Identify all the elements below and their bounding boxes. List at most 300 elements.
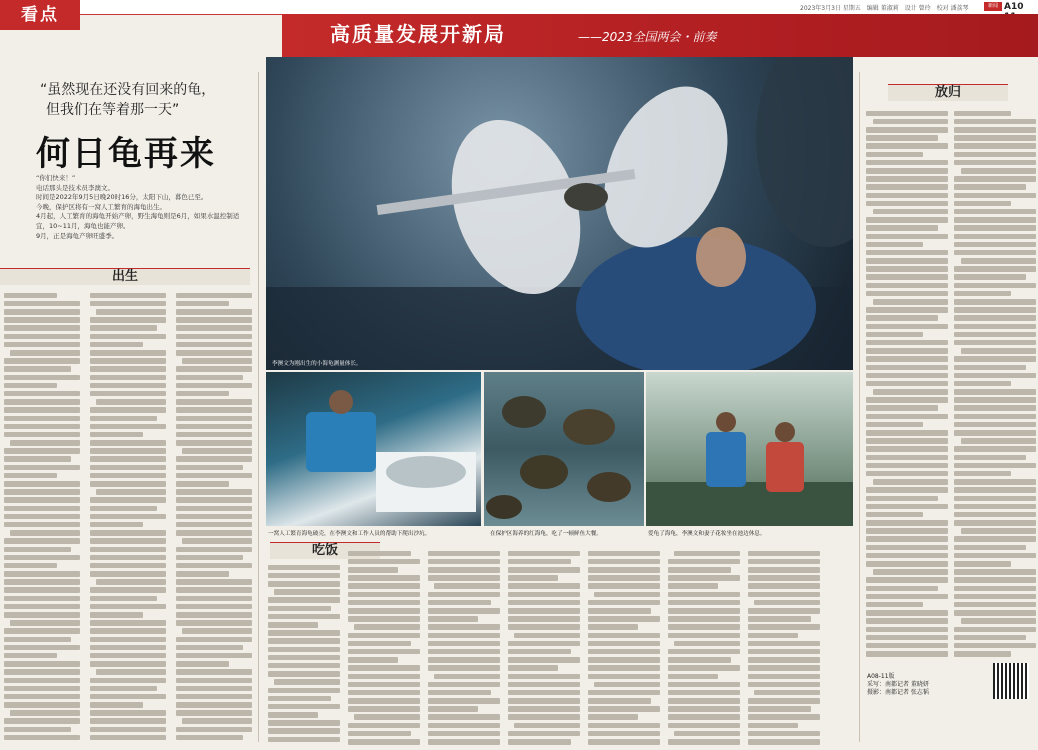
text-line: [176, 579, 252, 585]
text-line: [674, 551, 740, 557]
text-line: [866, 283, 948, 289]
text-line: [268, 712, 318, 718]
text-line: [866, 635, 948, 641]
text-line: [954, 635, 1026, 641]
text-line: [668, 739, 740, 745]
text-line: [873, 119, 948, 125]
text-line: [4, 579, 80, 585]
text-line: [428, 690, 491, 696]
text-line: [508, 559, 571, 565]
text-line: [348, 690, 420, 696]
text-line: [434, 583, 500, 589]
text-line: [268, 581, 340, 587]
photo-illustration: [266, 57, 853, 370]
text-line: [668, 714, 740, 720]
text-line: [954, 160, 1036, 166]
text-line: [674, 641, 740, 647]
byline-slug: [867, 673, 929, 697]
text-line: [4, 678, 80, 684]
text-line: [668, 583, 718, 589]
text-line: [866, 643, 948, 649]
text-line: [4, 391, 80, 397]
text-line: [268, 696, 331, 702]
text-line: [90, 645, 166, 651]
qr-code[interactable]: [993, 663, 1029, 699]
text-line: [428, 633, 500, 639]
text-line: [588, 690, 660, 696]
text-line: [90, 718, 166, 724]
text-line: [748, 633, 798, 639]
text-line: [176, 547, 252, 553]
text-line: [668, 624, 740, 630]
text-line: [866, 356, 948, 362]
text-line: [96, 489, 166, 495]
intro-text: [36, 174, 251, 241]
pull-quote: [40, 80, 250, 120]
text-line: [668, 567, 731, 573]
text-line: [176, 317, 252, 323]
text-line: [428, 551, 500, 557]
text-line: [428, 616, 478, 622]
text-line: [866, 618, 948, 624]
text-line: [90, 710, 166, 716]
text-line: [508, 706, 580, 712]
banner-subtitle: ——2023全国两会・前奏: [578, 30, 717, 44]
photo-measuring-hatchling: [266, 57, 853, 370]
text-line: [866, 332, 923, 338]
text-line: [954, 586, 1036, 592]
text-line: [348, 592, 420, 598]
text-line: [176, 555, 243, 561]
text-line: [508, 731, 580, 737]
text-line: [866, 258, 948, 264]
text-line: [748, 583, 820, 589]
text-line: [4, 645, 80, 651]
text-line: [176, 522, 252, 528]
text-line: [90, 530, 166, 536]
text-line: [176, 416, 252, 422]
pull-quote-line-1: “虽然现在还没有回来的龟，: [40, 82, 216, 98]
text-line: [176, 375, 243, 381]
text-line: [866, 553, 948, 559]
text-line: [954, 520, 1036, 526]
text-line: [268, 630, 340, 636]
text-line: [428, 706, 478, 712]
text-line: [96, 399, 166, 405]
text-line: [348, 551, 411, 557]
text-line: [428, 592, 500, 598]
text-line: [668, 665, 740, 671]
text-line: [4, 637, 71, 643]
text-line: [4, 366, 71, 372]
column-rule: [859, 72, 860, 742]
text-line: [176, 407, 252, 413]
text-line: [4, 727, 71, 733]
text-line: [90, 407, 166, 413]
text-line: [954, 340, 1036, 346]
text-line: [4, 481, 80, 487]
text-line: [4, 563, 57, 569]
text-line: [866, 651, 948, 657]
text-line: [954, 283, 1036, 289]
text-line: [954, 234, 1036, 240]
text-line: [4, 399, 80, 405]
body-text-column: [4, 290, 80, 745]
text-line: [866, 545, 948, 551]
text-line: [4, 432, 80, 438]
text-line: [954, 250, 1036, 256]
text-line: [348, 608, 420, 614]
text-line: [4, 522, 80, 528]
text-line: [348, 739, 420, 745]
text-line: [954, 545, 1026, 551]
text-line: [90, 440, 166, 446]
section-header-birth: [0, 268, 250, 285]
text-line: [954, 561, 1011, 567]
text-line: [954, 209, 1036, 215]
text-line: [10, 620, 80, 626]
text-line: [508, 674, 580, 680]
text-line: [866, 340, 948, 346]
text-line: [90, 301, 166, 307]
text-line: [866, 225, 938, 231]
text-line: [668, 649, 740, 655]
text-line: [434, 674, 500, 680]
issue-meta: 2023年3月3日 星期五 编辑 董淑莉 设计 曾玲 校对 潘荔琴: [800, 5, 969, 12]
text-line: [4, 686, 80, 692]
text-line: [866, 135, 938, 141]
text-line: [748, 616, 811, 622]
text-line: [514, 723, 580, 729]
text-line: [873, 479, 948, 485]
text-line: [954, 479, 1036, 485]
intro-line: 时间是2022年9月5日晚20时16分，太阳下山，暮色已至。: [36, 193, 208, 202]
text-line: [4, 383, 57, 389]
text-line: [508, 624, 580, 630]
text-line: [268, 622, 318, 628]
text-line: [176, 596, 252, 602]
text-line: [90, 432, 143, 438]
text-line: [90, 522, 143, 528]
text-line: [866, 455, 948, 461]
text-line: [748, 682, 820, 688]
text-line: [348, 559, 420, 565]
text-line: [176, 391, 229, 397]
text-line: [354, 714, 420, 720]
text-line: [4, 506, 80, 512]
text-line: [348, 567, 398, 573]
text-line: [668, 616, 740, 622]
text-line: [866, 373, 948, 379]
text-line: [866, 561, 948, 567]
text-line: [954, 389, 1036, 395]
page-badge: 新闻: [984, 2, 1002, 11]
text-line: [268, 688, 340, 694]
caption-main: 李澳文为刚出生的小海龟测量体长。: [272, 361, 362, 367]
text-line: [748, 731, 820, 737]
text-line: [90, 358, 166, 364]
section-title-birth: 出生: [111, 269, 138, 284]
text-line: [508, 714, 580, 720]
text-line: [866, 487, 948, 493]
text-line: [954, 602, 1036, 608]
text-line: [348, 723, 420, 729]
text-line: [668, 682, 740, 688]
text-line: [748, 739, 820, 745]
text-line: [866, 160, 948, 166]
text-line: [176, 473, 252, 479]
text-line: [4, 628, 80, 634]
text-line: [90, 325, 157, 331]
text-line: [588, 575, 660, 581]
text-line: [866, 446, 948, 452]
text-line: [954, 504, 1036, 510]
text-line: [268, 606, 331, 612]
text-line: [176, 710, 252, 716]
text-line: [508, 665, 558, 671]
text-line: [176, 293, 252, 299]
text-line: [588, 641, 660, 647]
text-line: [428, 624, 500, 630]
section-title-release: 放归: [934, 85, 961, 100]
text-line: [954, 651, 1011, 657]
text-line: [4, 555, 80, 561]
body-text-column: [508, 548, 580, 745]
text-line: [748, 657, 820, 663]
text-line: [90, 694, 166, 700]
text-line: [176, 612, 252, 618]
text-line: [588, 551, 660, 557]
text-line: [428, 714, 500, 720]
text-line: [176, 661, 229, 667]
text-line: [668, 559, 740, 565]
text-line: [668, 723, 740, 729]
photo-illustration: [484, 372, 644, 526]
text-line: [954, 332, 1036, 338]
text-line: [348, 706, 420, 712]
text-line: [866, 184, 948, 190]
text-line: [176, 301, 229, 307]
text-line: [90, 637, 166, 643]
text-line: [4, 325, 80, 331]
text-line: [428, 665, 500, 671]
text-line: [4, 489, 80, 495]
text-line: [182, 448, 252, 454]
intro-line: 4月起，人工繁育的海龟开始产卵，野生海龟则是6月，如果水温控制适宜，10~11月，海龟也能产卵。: [36, 212, 240, 230]
text-line: [176, 350, 252, 356]
text-line: [954, 471, 1011, 477]
text-line: [90, 375, 166, 381]
text-line: [588, 616, 660, 622]
text-line: [866, 536, 948, 542]
text-line: [514, 633, 580, 639]
text-line: [748, 592, 820, 598]
text-line: [954, 373, 1036, 379]
text-line: [182, 538, 252, 544]
text-line: [428, 641, 500, 647]
text-line: [866, 291, 948, 297]
text-line: [274, 589, 340, 595]
text-line: [866, 610, 948, 616]
text-line: [90, 506, 157, 512]
text-line: [866, 307, 948, 313]
text-line: [90, 538, 166, 544]
text-line: [90, 587, 166, 593]
text-line: [348, 682, 420, 688]
text-line: [182, 358, 252, 364]
text-line: [748, 624, 820, 630]
body-text-column: [668, 548, 740, 745]
text-line: [954, 291, 1011, 297]
text-line: [4, 465, 80, 471]
text-line: [866, 471, 948, 477]
text-line: [176, 702, 252, 708]
intro-line: “你们快来！”: [36, 174, 76, 182]
text-line: [668, 592, 740, 598]
text-line: [90, 563, 166, 569]
text-line: [954, 324, 1036, 330]
text-line: [954, 315, 1036, 321]
text-line: [4, 334, 80, 340]
body-text-column: [954, 108, 1036, 663]
text-line: [4, 293, 57, 299]
text-line: [428, 608, 500, 614]
text-line: [4, 473, 57, 479]
body-text-column: [90, 290, 166, 745]
text-line: [954, 414, 1036, 420]
text-line: [90, 620, 166, 626]
text-line: [4, 497, 80, 503]
text-line: [588, 624, 638, 630]
text-line: [176, 424, 252, 430]
text-line: [866, 111, 948, 117]
text-line: [176, 637, 252, 643]
text-line: [588, 739, 660, 745]
text-line: [508, 551, 580, 557]
text-line: [954, 217, 1036, 223]
column-rule: [258, 72, 259, 742]
text-line: [873, 299, 948, 305]
text-line: [176, 620, 252, 626]
body-text-column: [588, 548, 660, 745]
text-line: [90, 350, 166, 356]
text-line: [866, 577, 948, 583]
text-line: [4, 317, 80, 323]
text-line: [668, 690, 740, 696]
text-line: [176, 686, 252, 692]
text-line: [954, 610, 1036, 616]
intro-line: 今晚，保护区将有一窝人工繁育的海龟出生。: [36, 202, 166, 211]
text-line: [268, 573, 340, 579]
text-line: [90, 571, 166, 577]
text-line: [954, 111, 1011, 117]
text-line: [4, 456, 71, 462]
photo-illustration: [266, 372, 481, 526]
text-line: [508, 657, 580, 663]
section-title-bite: 吃饭: [311, 543, 338, 558]
text-line: [866, 365, 948, 371]
text-line: [866, 405, 938, 411]
text-line: [866, 242, 923, 248]
text-line: [176, 465, 243, 471]
text-line: [176, 497, 252, 503]
text-line: [508, 641, 580, 647]
text-line: [428, 731, 500, 737]
text-line: [866, 586, 938, 592]
text-line: [508, 592, 580, 598]
text-line: [954, 405, 1036, 411]
text-line: [954, 307, 1036, 313]
text-line: [4, 375, 80, 381]
text-line: [954, 201, 1011, 207]
text-line: [674, 731, 740, 737]
caption-photo-2: 在保护区海养的红海龟，吃了一顿鲜鱼大餐。: [490, 531, 602, 537]
text-line: [4, 604, 80, 610]
text-line: [866, 152, 923, 158]
text-line: [90, 473, 166, 479]
photo-couple-resting: [646, 372, 853, 526]
text-line: [176, 694, 252, 700]
text-line: [96, 309, 166, 315]
text-line: [90, 334, 166, 340]
text-line: [588, 665, 660, 671]
text-line: [508, 567, 580, 573]
body-text-column: [748, 548, 820, 745]
text-line: [348, 575, 420, 581]
body-text-column: [348, 548, 420, 745]
text-line: [508, 698, 580, 704]
text-line: [348, 641, 411, 647]
text-line: [176, 563, 252, 569]
text-line: [508, 575, 558, 581]
text-line: [268, 737, 340, 743]
section-tag: 看点: [0, 0, 80, 30]
text-line: [90, 702, 143, 708]
text-line: [954, 553, 1036, 559]
text-line: [428, 739, 500, 745]
body-text-column: [428, 548, 500, 745]
text-line: [176, 334, 252, 340]
text-line: [90, 678, 166, 684]
text-line: [866, 176, 948, 182]
text-line: [954, 512, 1036, 518]
text-line: [508, 583, 580, 589]
text-line: [4, 571, 80, 577]
photo-illustration: [646, 372, 853, 526]
text-line: [954, 569, 1036, 575]
text-line: [90, 317, 166, 323]
slug-photographer: 摄影：南都记者 张志韬: [867, 689, 929, 696]
text-line: [268, 720, 340, 726]
text-line: [10, 440, 80, 446]
text-line: [954, 577, 1036, 583]
text-line: [4, 342, 80, 348]
text-line: [4, 669, 80, 675]
text-line: [176, 669, 252, 675]
text-line: [268, 597, 340, 603]
text-line: [10, 710, 80, 716]
text-line: [4, 407, 80, 413]
text-line: [96, 669, 166, 675]
text-line: [754, 600, 820, 606]
text-line: [176, 653, 252, 659]
text-line: [954, 455, 1026, 461]
text-line: [954, 365, 1026, 371]
text-line: [866, 234, 948, 240]
text-line: [866, 324, 948, 330]
text-line: [588, 600, 660, 606]
text-line: [176, 571, 229, 577]
